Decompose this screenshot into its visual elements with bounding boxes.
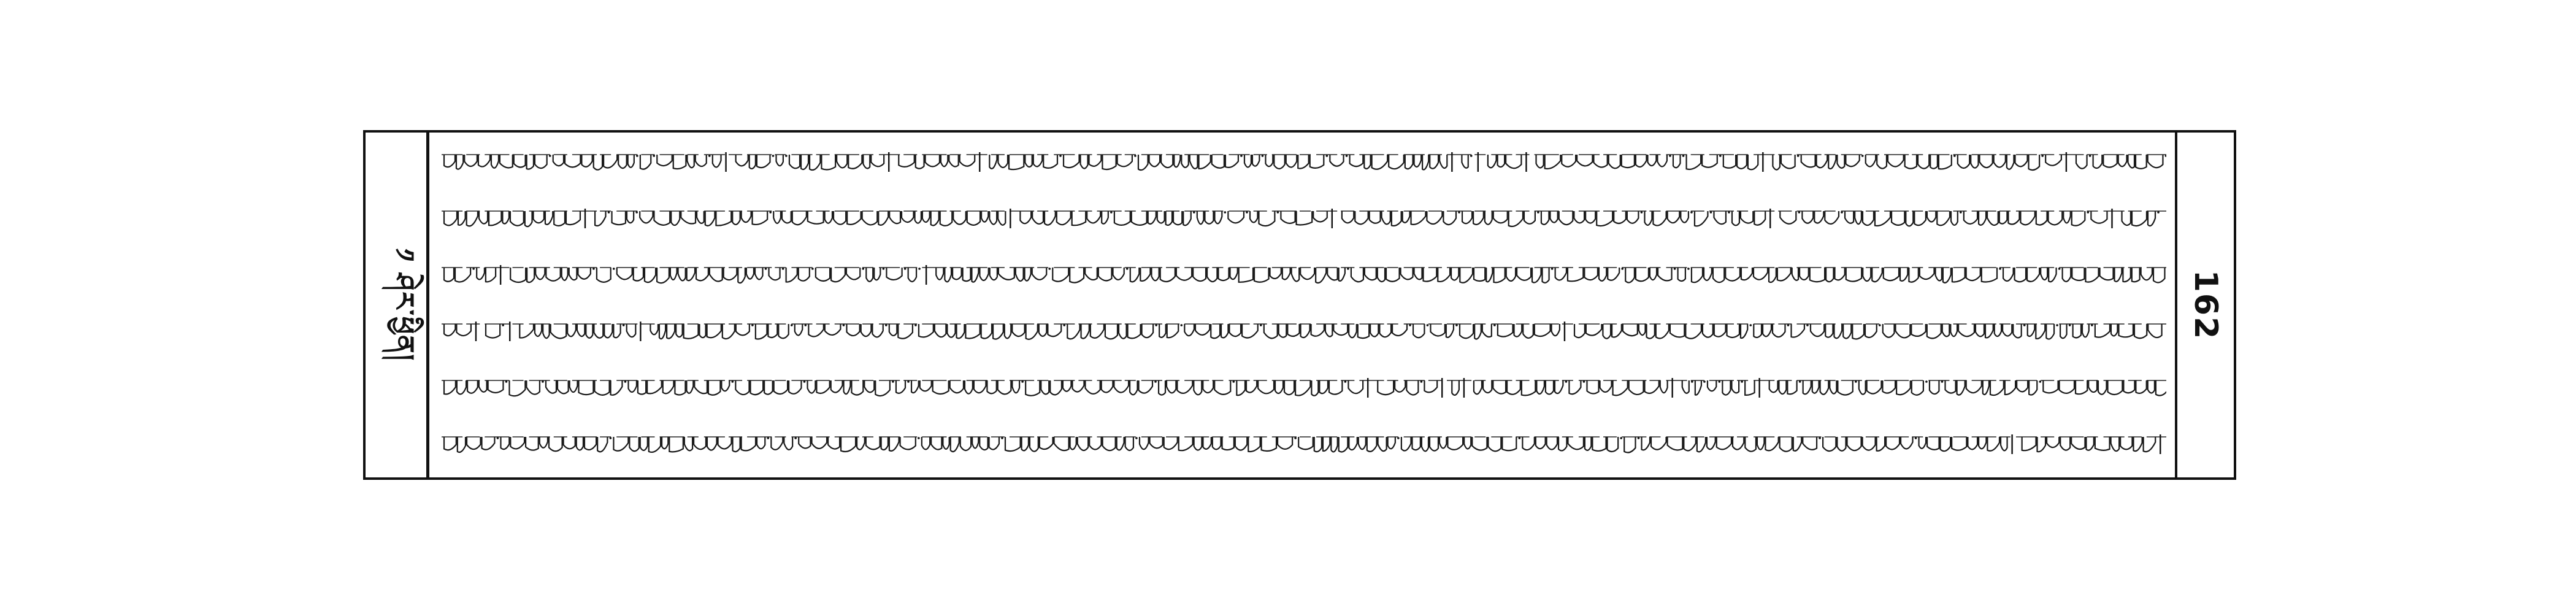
script-texture	[442, 263, 2166, 287]
right-margin	[2175, 133, 2234, 477]
text-line-4	[442, 315, 2166, 351]
margin-volume-label: ༡ ཤེར་ཕྱིན།	[388, 248, 420, 362]
script-texture	[442, 150, 2166, 174]
text-line-1	[442, 146, 2166, 182]
script-texture	[442, 319, 2166, 344]
script-texture	[442, 376, 2166, 400]
text-block	[442, 146, 2166, 464]
left-margin	[366, 133, 429, 477]
text-line-6	[442, 428, 2166, 464]
manuscript-folio	[363, 130, 2236, 480]
page-number: 162	[2187, 269, 2224, 341]
script-texture	[442, 432, 2166, 457]
text-line-5	[442, 372, 2166, 407]
text-line-2	[442, 202, 2166, 238]
script-texture	[442, 206, 2166, 231]
text-line-3	[442, 259, 2166, 295]
